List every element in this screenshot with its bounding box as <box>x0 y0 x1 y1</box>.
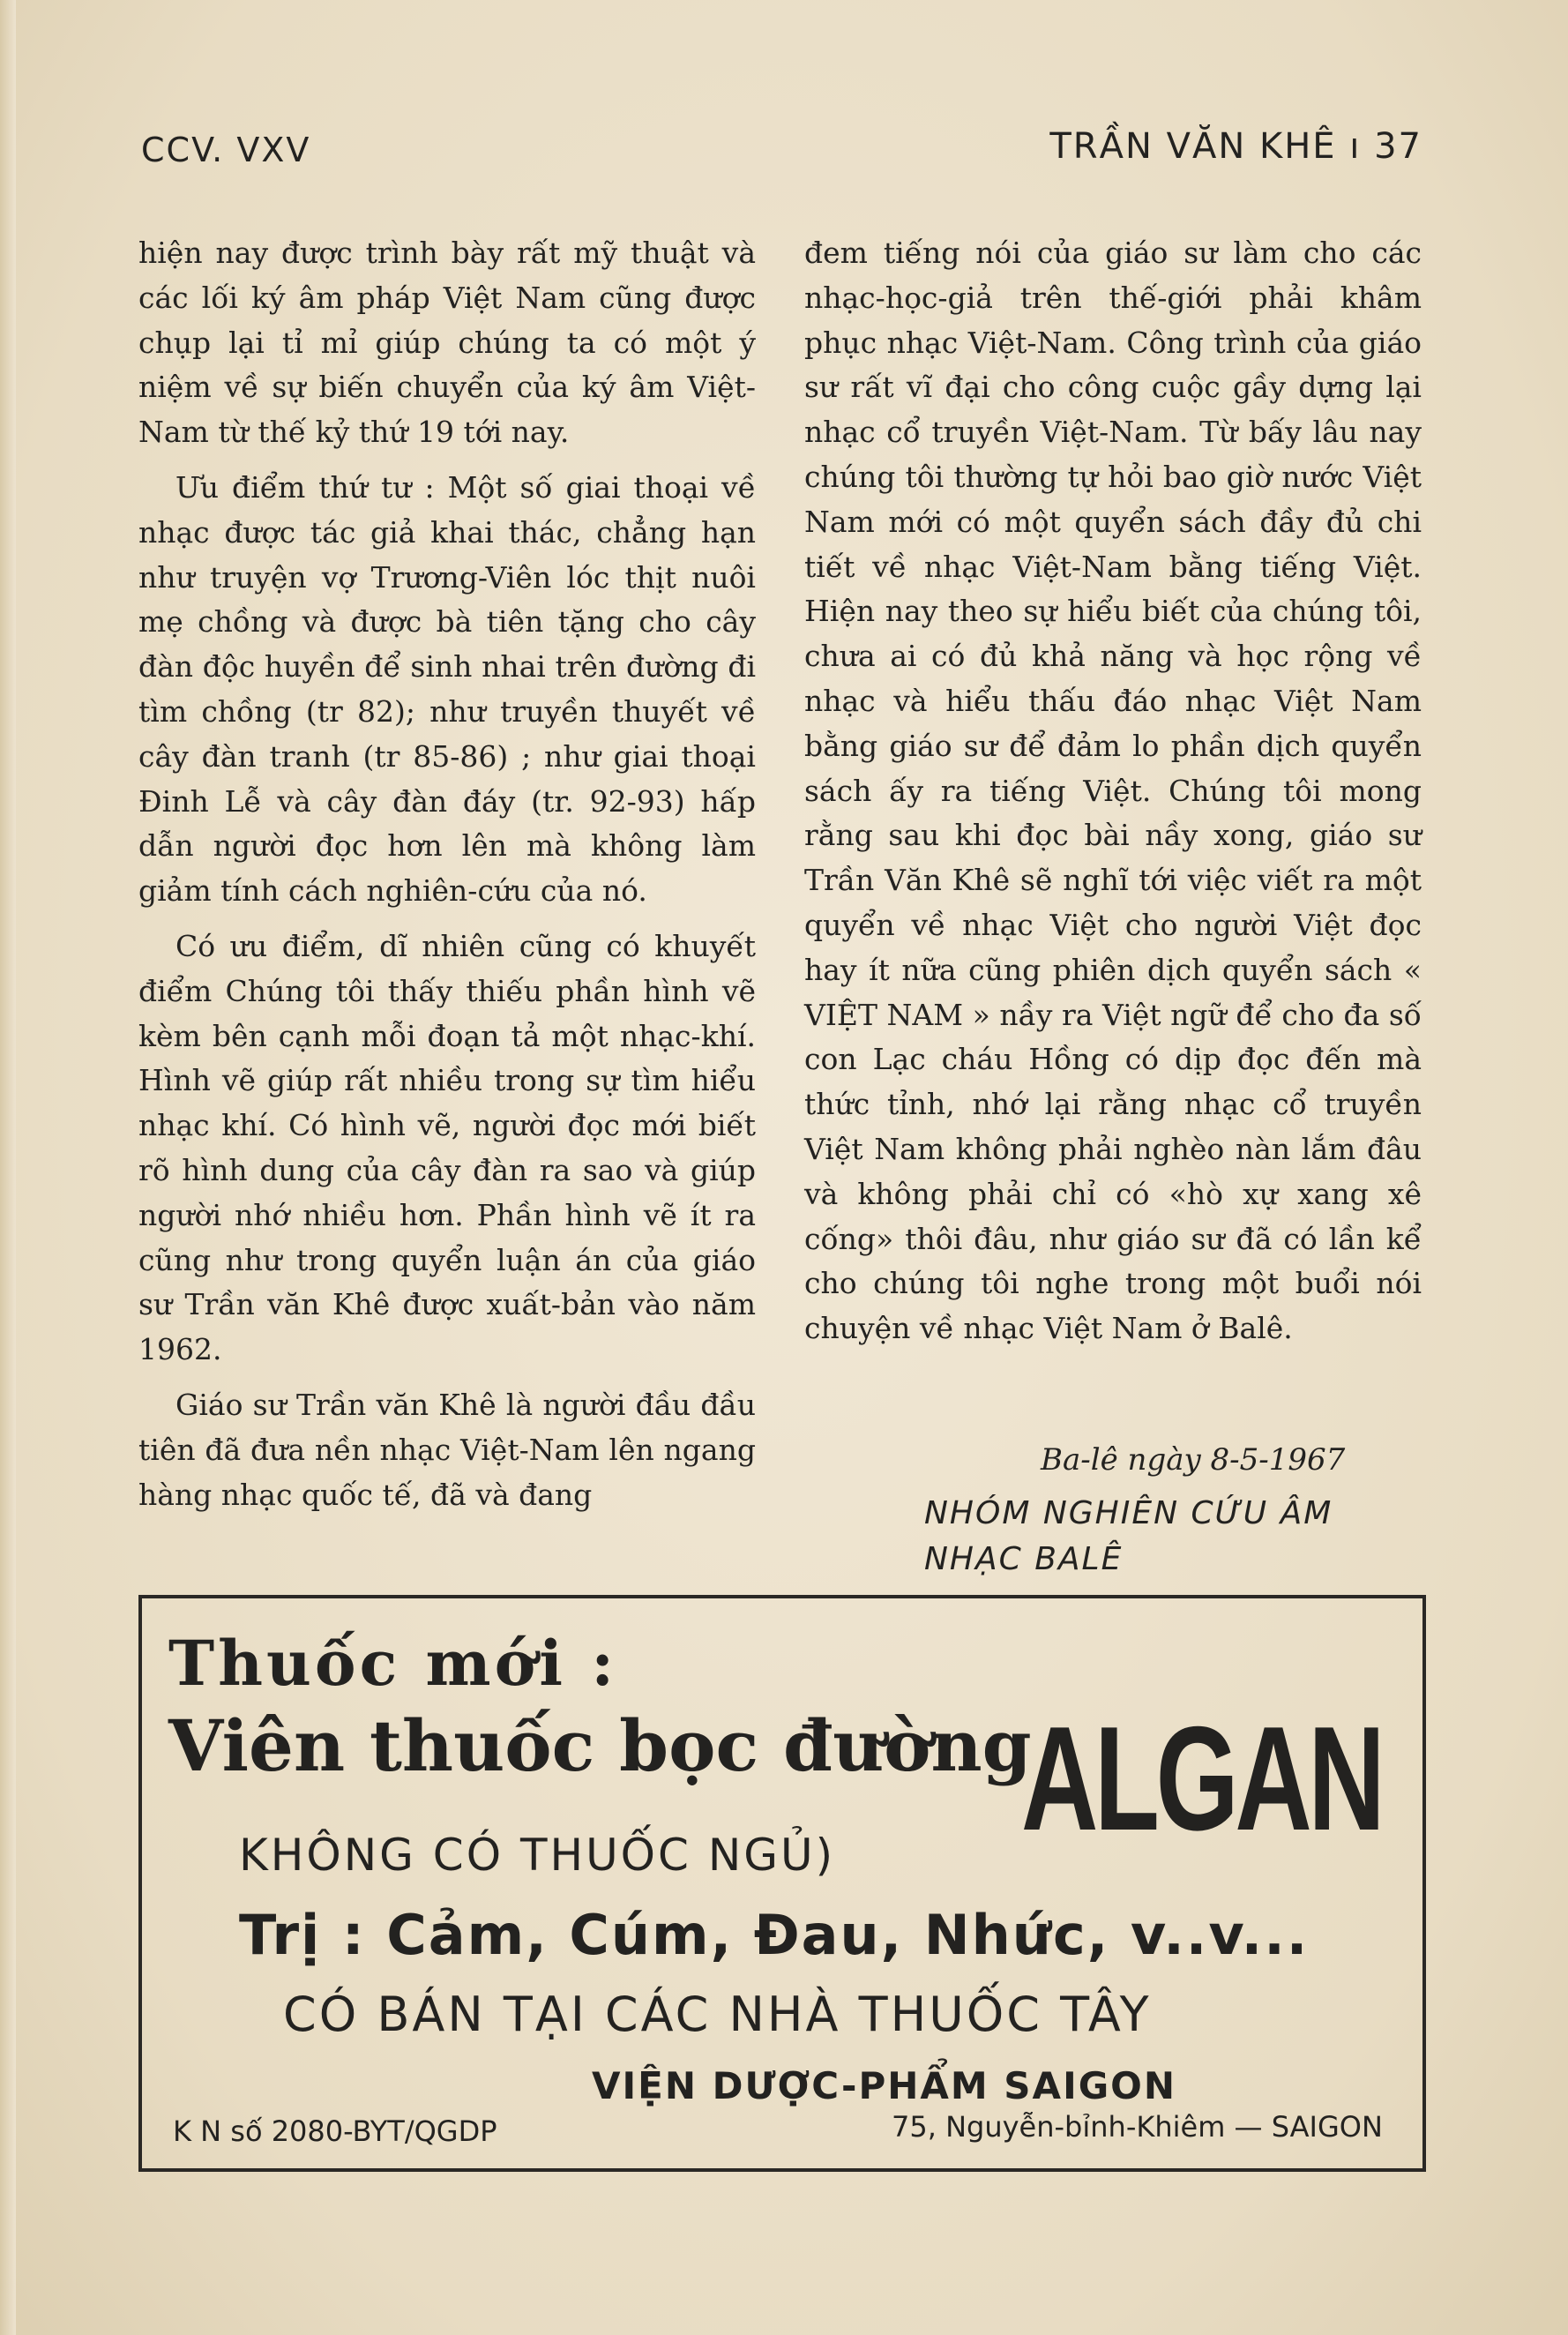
ad-product-line: Viên thuốc bọc đường <box>168 1704 1032 1787</box>
ad-brand-logo: ALGAN <box>1021 1695 1382 1861</box>
running-header-left: CCV. VXV <box>141 131 311 169</box>
signature-organization: NHÓM NGHIÊN CỨU ÂM NHẠC BALÊ <box>924 1495 1333 1577</box>
ad-manufacturer: VIỆN DƯỢC-PHẨM SAIGON <box>592 2064 1177 2107</box>
paragraph: đem tiếng nói của giáo sư làm cho các nhạc-học-giả trên thế-giới phải khâm phục nhạc Việt-Nam. Công trình của giáo sư rất vĩ đại cho công cuộc gầy dựng lại nhạc cổ truyền Việt-Nam. Từ bấy lâu nay chúng tôi thường tự hỏi bao giờ nước Việt Nam mới có một quyển sách đầy đủ chi tiết về nhạc Việt-Nam bằng tiếng Việt. Hiện nay theo sự hiểu biết của chúng tôi, chưa ai có đủ khả năng và học rộng về nhạc và hiểu thấu đáo nhạc Việt Nam bằng giáo sư để đảm lo phần dịch quyển sách ấy ra tiếng Việt. Chúng tôi mong rằng sau khi đọc bài nầy xong, giáo sư Trần Văn Khê sẽ nghĩ tới việc viết ra một quyển về nhạc Việt cho người Việt đọc hay ít nữa cũng phiên dịch quyển sách « VIỆT NAM » nầy ra Việt ngữ để cho đa số con Lạc cháu Hồng có dịp đọc đến mà thức tỉnh, nhớ lại rằng nhạc cổ truyền Việt Nam không phải nghèo nàn lắm đâu và không phải chỉ có «hò xự xang xê cống» thôi đâu, như giáo sư đã có lần kể cho chúng tôi nghe trong một buổi nói chuyện về nhạc Việt Nam ở Balê. <box>804 236 1422 1346</box>
paragraph: Giáo sư Trần văn Khê là người đầu đầu tiên đã đưa nền nhạc Việt-Nam lên ngang hàng nhạc quốc tế, đã và đang <box>138 1387 756 1512</box>
advertisement-box <box>138 1595 1426 2172</box>
running-header-right: TRẦN VĂN KHÊ ı 37 <box>1049 126 1422 167</box>
paragraph: Ưu điểm thứ tư : Một số giai thoại về nhạc được tác giả khai thác, chẳng hạn như truyện vợ Trương-Viên lóc thịt nuôi mẹ chồng và được bà tiên tặng cho cây đàn độc huyền để sinh nhai trên đường đi tìm chồng (tr 82); như truyền thuyết về cây đàn tranh (tr 85-86) ; như giai thoại Đinh Lễ và cây đàn đáy (tr. 92-93) hấp dẫn người đọc hơn lên mà không làm giảm tính cách nghiên-cứu của nó. <box>138 469 756 909</box>
ad-heading: Thuốc mới : <box>168 1627 618 1700</box>
ad-indications: Trị : Cảm, Cúm, Đau, Nhức, v..v... <box>239 1903 1310 1967</box>
article-column-left <box>138 231 756 1517</box>
article-column-right <box>804 231 1422 1351</box>
paragraph: hiện nay được trình bày rất mỹ thuật và các lối ký âm pháp Việt Nam cũng được chụp lại tỉ mỉ giúp chúng ta có một ý niệm về sự biến chuyển của ký âm Việt-Nam từ thế kỷ thứ 19 tới nay. <box>138 236 756 450</box>
ad-address: 75, Nguyễn-bỉnh-Khiêm — SAIGON <box>892 2110 1383 2144</box>
page-edge <box>0 0 16 2335</box>
paragraph: Có ưu điểm, dĩ nhiên cũng có khuyết điểm Chúng tôi thấy thiếu phần hình vẽ kèm bên cạnh mỗi đoạn tả một nhạc-khí. Hình vẽ giúp rất nhiều trong sự tìm hiểu nhạc khí. Có hình vẽ, người đọc mới biết rõ hình dung của cây đàn ra sao và giúp người nhớ nhiều hơn. Phần hình vẽ ít ra cũng như trong quyển luận án của giáo sư Trần văn Khê được xuất-bản vào năm 1962. <box>138 928 756 1367</box>
ad-license-number: K N số 2080-BYT/QGDP <box>173 2114 497 2148</box>
ad-no-sleeping-pill: KHÔNG CÓ THUỐC NGỦ) <box>239 1830 836 1881</box>
ad-availability: CÓ BÁN TẠI CÁC NHÀ THUỐC TÂY <box>283 1987 1152 2042</box>
signature-date: Ba-lê ngày 8-5-1967 <box>1041 1442 1346 1478</box>
